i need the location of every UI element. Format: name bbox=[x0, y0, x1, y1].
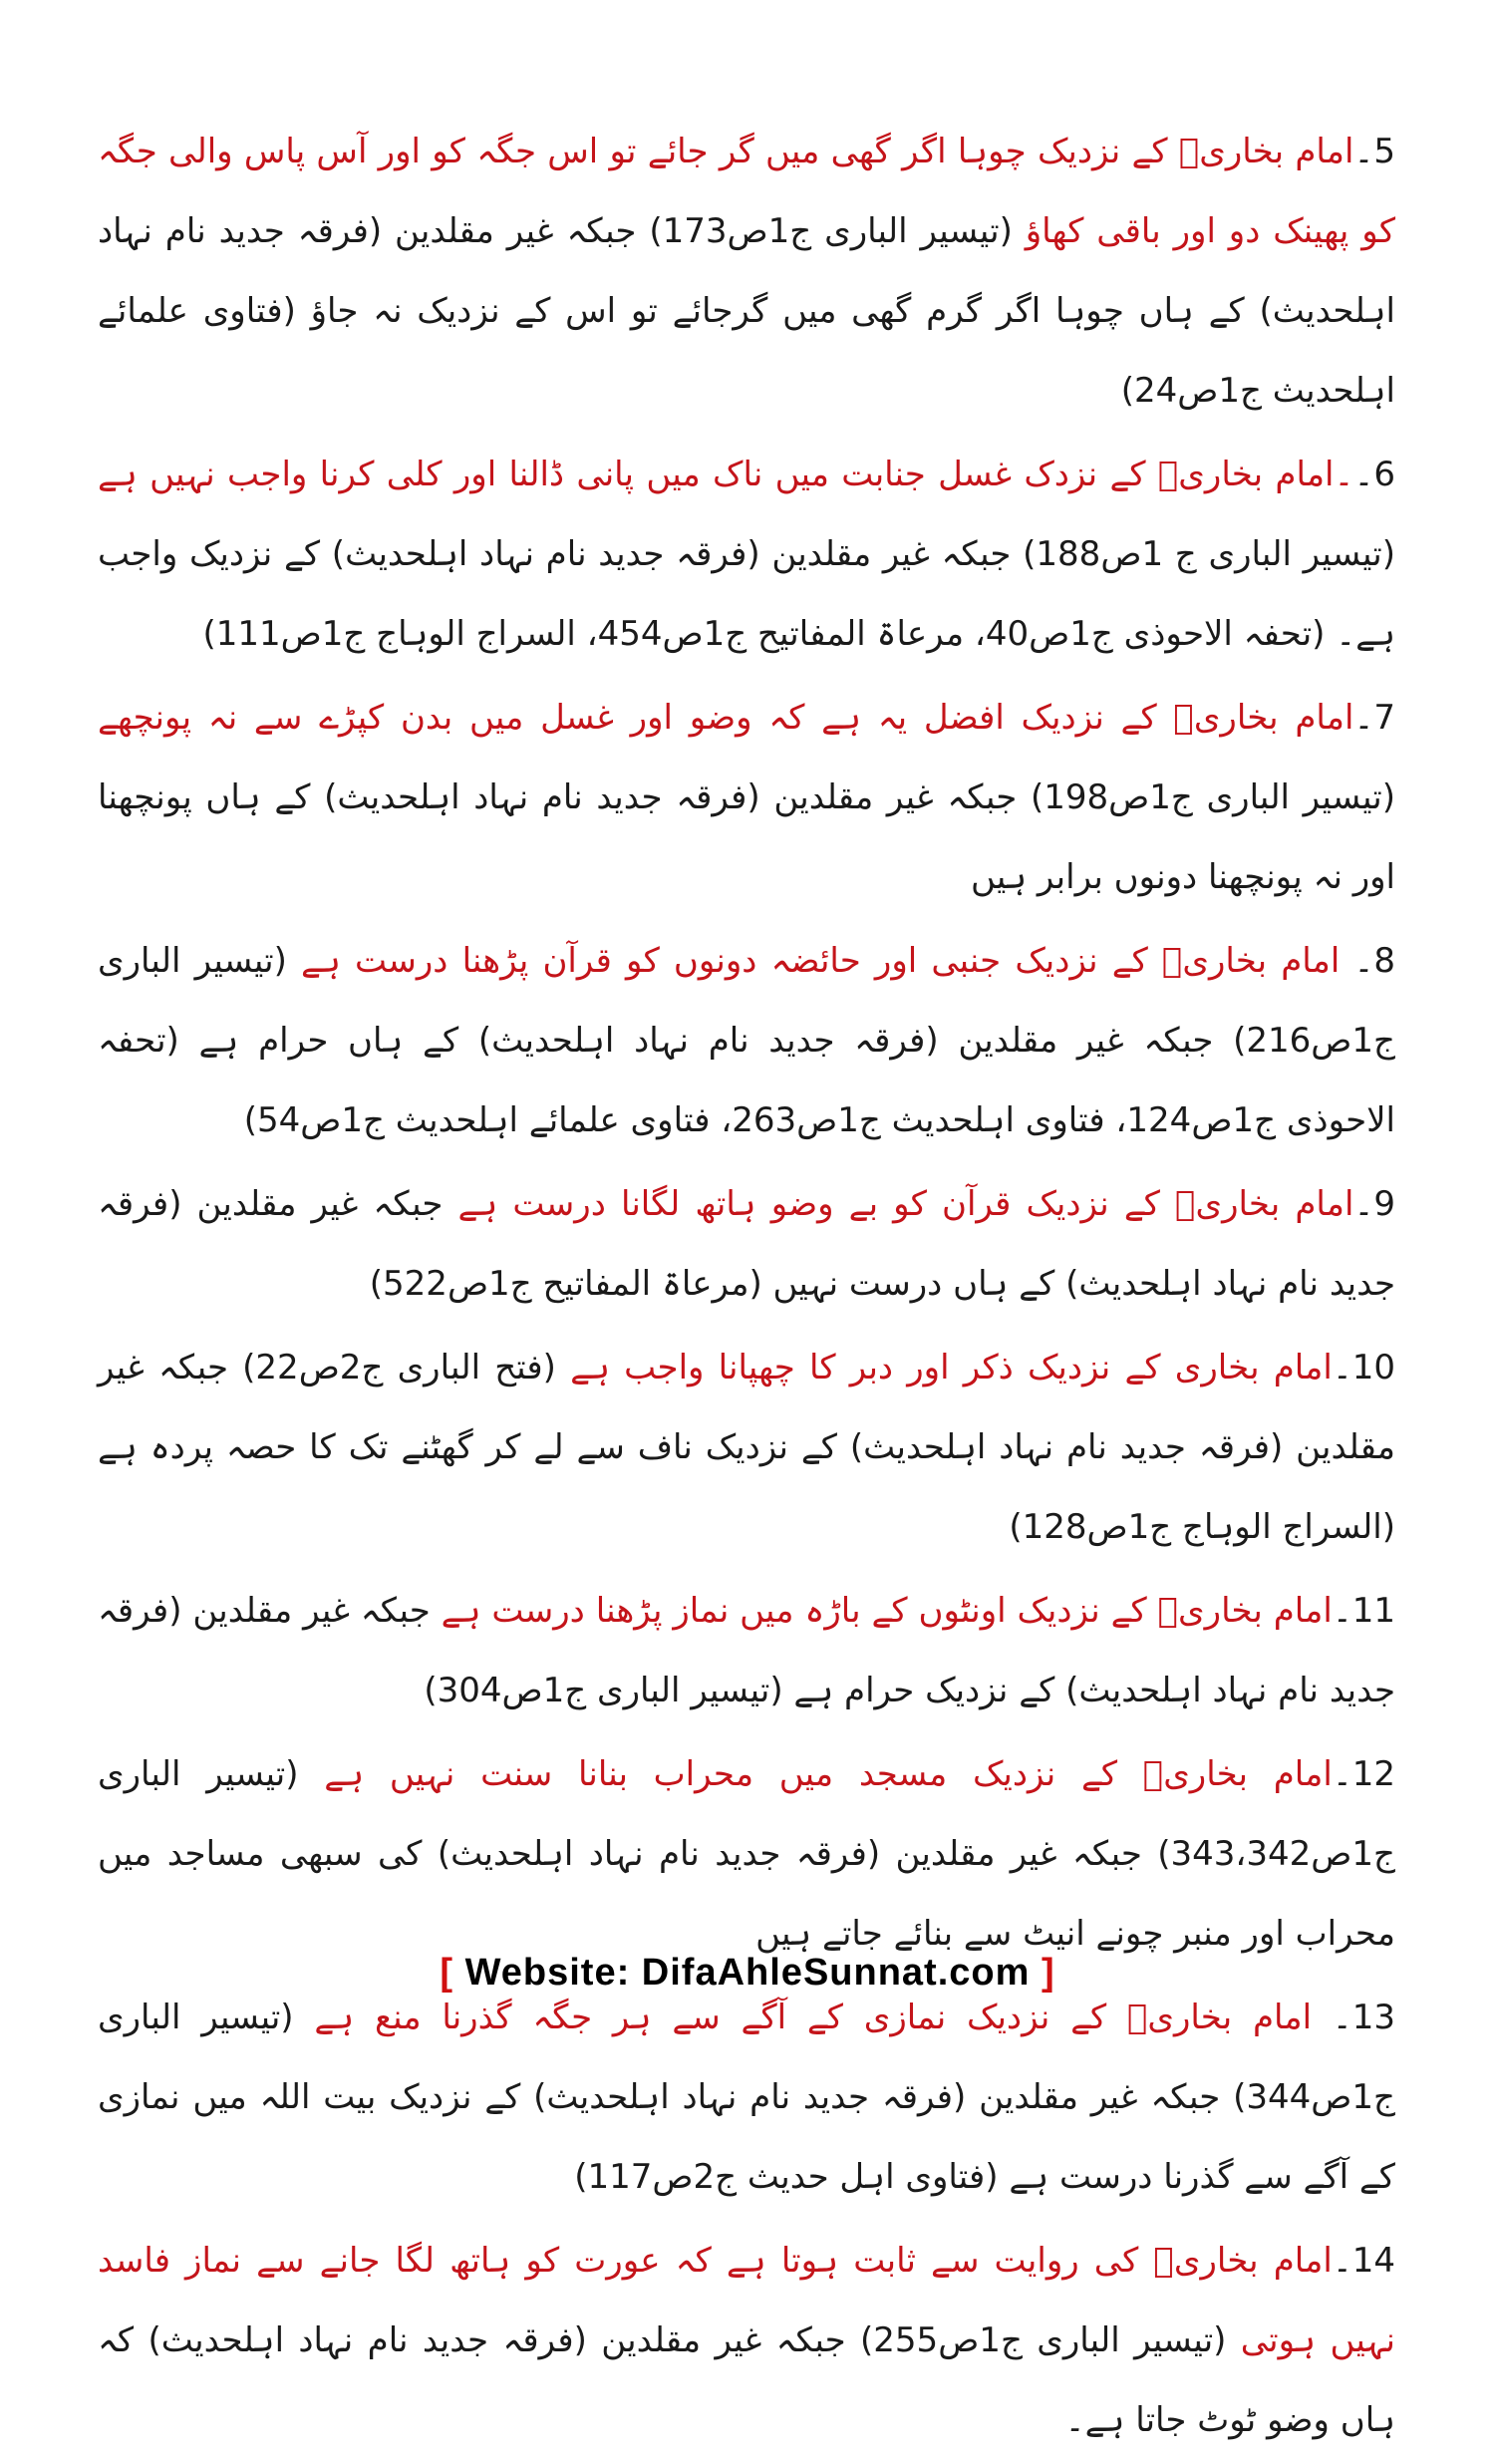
item-claim: امام بخاریؒ کی روایت سے ثابت ہوتا ہے کہ عورت کو ہاتھ لگا جانے سے نماز فاسد نہیں ہوتی bbox=[98, 2241, 1395, 2360]
item-8 bbox=[98, 921, 1395, 1160]
item-5 bbox=[98, 112, 1395, 431]
item-reference: (تیسیر الباری ج1ص343،342) جبکہ غیر مقلدین (فرقہ جدید نام نہاد اہلحدیث) کی سبھی مساجد میں محراب اور منبر چونے انیٹ سے بنائے جاتے ہیں bbox=[98, 1754, 1395, 1954]
item-reference: (تیسیر الباری ج1ص255) جبکہ غیر مقلدین (فرقہ جدید نام نہاد اہلحدیث) کہ ہاں وضو ٹوٹ جاتا ہے۔ bbox=[98, 2320, 1395, 2440]
item-7 bbox=[98, 678, 1395, 917]
item-12 bbox=[98, 1734, 1395, 1974]
item-claim: امام بخاریؒ کے نزدیک جنبی اور حائضہ دونوں کو قرآن پڑھنا درست ہے bbox=[301, 941, 1354, 981]
item-reference: جبکہ غیر مقلدین (فرقہ جدید نام نہاد اہلحدیث) کے نزدیک حرام ہے (تیسیر الباری ج1ص304) bbox=[98, 1591, 1395, 1710]
item-claim: امام بخاری کے نزدیک ذکر اور دبر کا چھپانا واجب ہے bbox=[570, 1348, 1333, 1387]
item-claim: امام بخاریؒ کے نزدیک افضل یہ ہے کہ وضو اور غسل میں بدن کپڑے سے نہ پونچھے bbox=[98, 698, 1354, 738]
item-number: 12۔ bbox=[1332, 1754, 1395, 1794]
item-13 bbox=[98, 1978, 1395, 2217]
item-claim: امام بخاریؒ کے نزدیک قرآن کو بے وضو ہاتھ لگانا درست ہے bbox=[457, 1184, 1354, 1224]
item-9 bbox=[98, 1164, 1395, 1324]
item-claim: امام بخاریؒ کے نزدیک چوہا اگر گھی میں گر جائے تو اس جگہ کو اور آس پاس والی جگہ کو پھینک دو اور باقی کھاؤ bbox=[98, 132, 1396, 251]
footer-close-bracket: ] bbox=[1041, 1952, 1055, 1994]
item-reference: (تیسیر الباری ج1ص344) جبکہ غیر مقلدین (فرقہ جدید نام نہاد اہلحدیث) کے نزدیک بیت اللہ میں نمازی کے آگے سے گذرنا درست ہے (فتاوی اہل حدیث ج2ص117) bbox=[98, 1998, 1395, 2197]
website-footer bbox=[0, 1952, 1495, 1995]
item-number: 14۔ bbox=[1332, 2241, 1395, 2281]
item-14 bbox=[98, 2221, 1395, 2460]
item-number: 13۔ bbox=[1332, 1998, 1395, 2037]
item-number: 8۔ bbox=[1353, 941, 1395, 981]
item-number: 10۔ bbox=[1332, 1348, 1395, 1387]
item-number: 6۔ bbox=[1353, 455, 1395, 494]
item-reference: (تیسیر الباری ج1ص216) جبکہ غیر مقلدین (فرقہ جدید نام نہاد اہلحدیث) کے ہاں حرام ہے (تحفہ الاحوذی ج1ص124، فتاوی اہلحدیث ج1ص263، فتاوی علمائے اہلحدیث ج1ص54) bbox=[98, 941, 1395, 1140]
item-10 bbox=[98, 1328, 1395, 1567]
item-reference: (تیسیر الباری ج 1ص188) جبکہ غیر مقلدین (فرقہ جدید نام نہاد اہلحدیث) کے نزدیک واجب ہے۔ (تحفہ الاحوذی ج1ص40، مرعاۃ المفاتیح ج1ص454، السراج الوہاج ج1ص111) bbox=[98, 534, 1395, 654]
item-reference: جبکہ غیر مقلدین (فرقہ جدید نام نہاد اہلحدیث) کے ہاں درست نہیں (مرعاۃ المفاتیح ج1ص522) bbox=[98, 1184, 1395, 1304]
footer-website-text: Website: DifaAhleSunnat.com bbox=[453, 1952, 1042, 1994]
item-claim: امام بخاریؒ کے نزدیک نمازی کے آگے سے ہر جگہ گذرنا منع ہے bbox=[314, 1998, 1333, 2037]
item-number: 5۔ bbox=[1353, 132, 1395, 171]
document-body bbox=[98, 112, 1395, 2464]
item-reference: (فتح الباری ج2ص22) جبکہ غیر مقلدین (فرقہ جدید نام نہاد اہلحدیث) کے نزدیک ناف سے لے کر گھٹنے تک کا حصہ پردہ ہے (السراج الوہاج ج1ص128) bbox=[98, 1348, 1395, 1547]
item-number: 7۔ bbox=[1353, 698, 1395, 738]
item-claim: ۔امام بخاریؒ کے نزدک غسل جنابت میں ناک میں پانی ڈالنا اور کلی کرنا واجب نہیں ہے bbox=[98, 455, 1354, 494]
item-11 bbox=[98, 1571, 1395, 1730]
footer-open-bracket: [ bbox=[440, 1952, 454, 1994]
item-reference: (تیسیر الباری ج1ص198) جبکہ غیر مقلدین (فرقہ جدید نام نہاد اہلحدیث) کے ہاں پونچھنا اور نہ پونچھنا دونوں برابر ہیں bbox=[98, 777, 1395, 897]
item-number: 9۔ bbox=[1353, 1184, 1395, 1224]
item-reference: (تیسیر الباری ج1ص173) جبکہ غیر مقلدین (فرقہ جدید نام نہاد اہلحدیث) کے ہاں چوہا اگر گرم گھی میں گرجائے تو اس کے نزدیک نہ جاؤ (فتاوی علمائے اہلحدیث ج1ص24) bbox=[98, 211, 1395, 411]
item-claim: امام بخاریؒ کے نزدیک اونٹوں کے باڑہ میں نماز پڑھنا درست ہے bbox=[441, 1591, 1333, 1631]
item-number: 11۔ bbox=[1332, 1591, 1395, 1631]
item-claim: امام بخاریؒ کے نزدیک مسجد میں محراب بنانا سنت نہیں ہے bbox=[324, 1754, 1333, 1794]
item-6 bbox=[98, 435, 1395, 674]
